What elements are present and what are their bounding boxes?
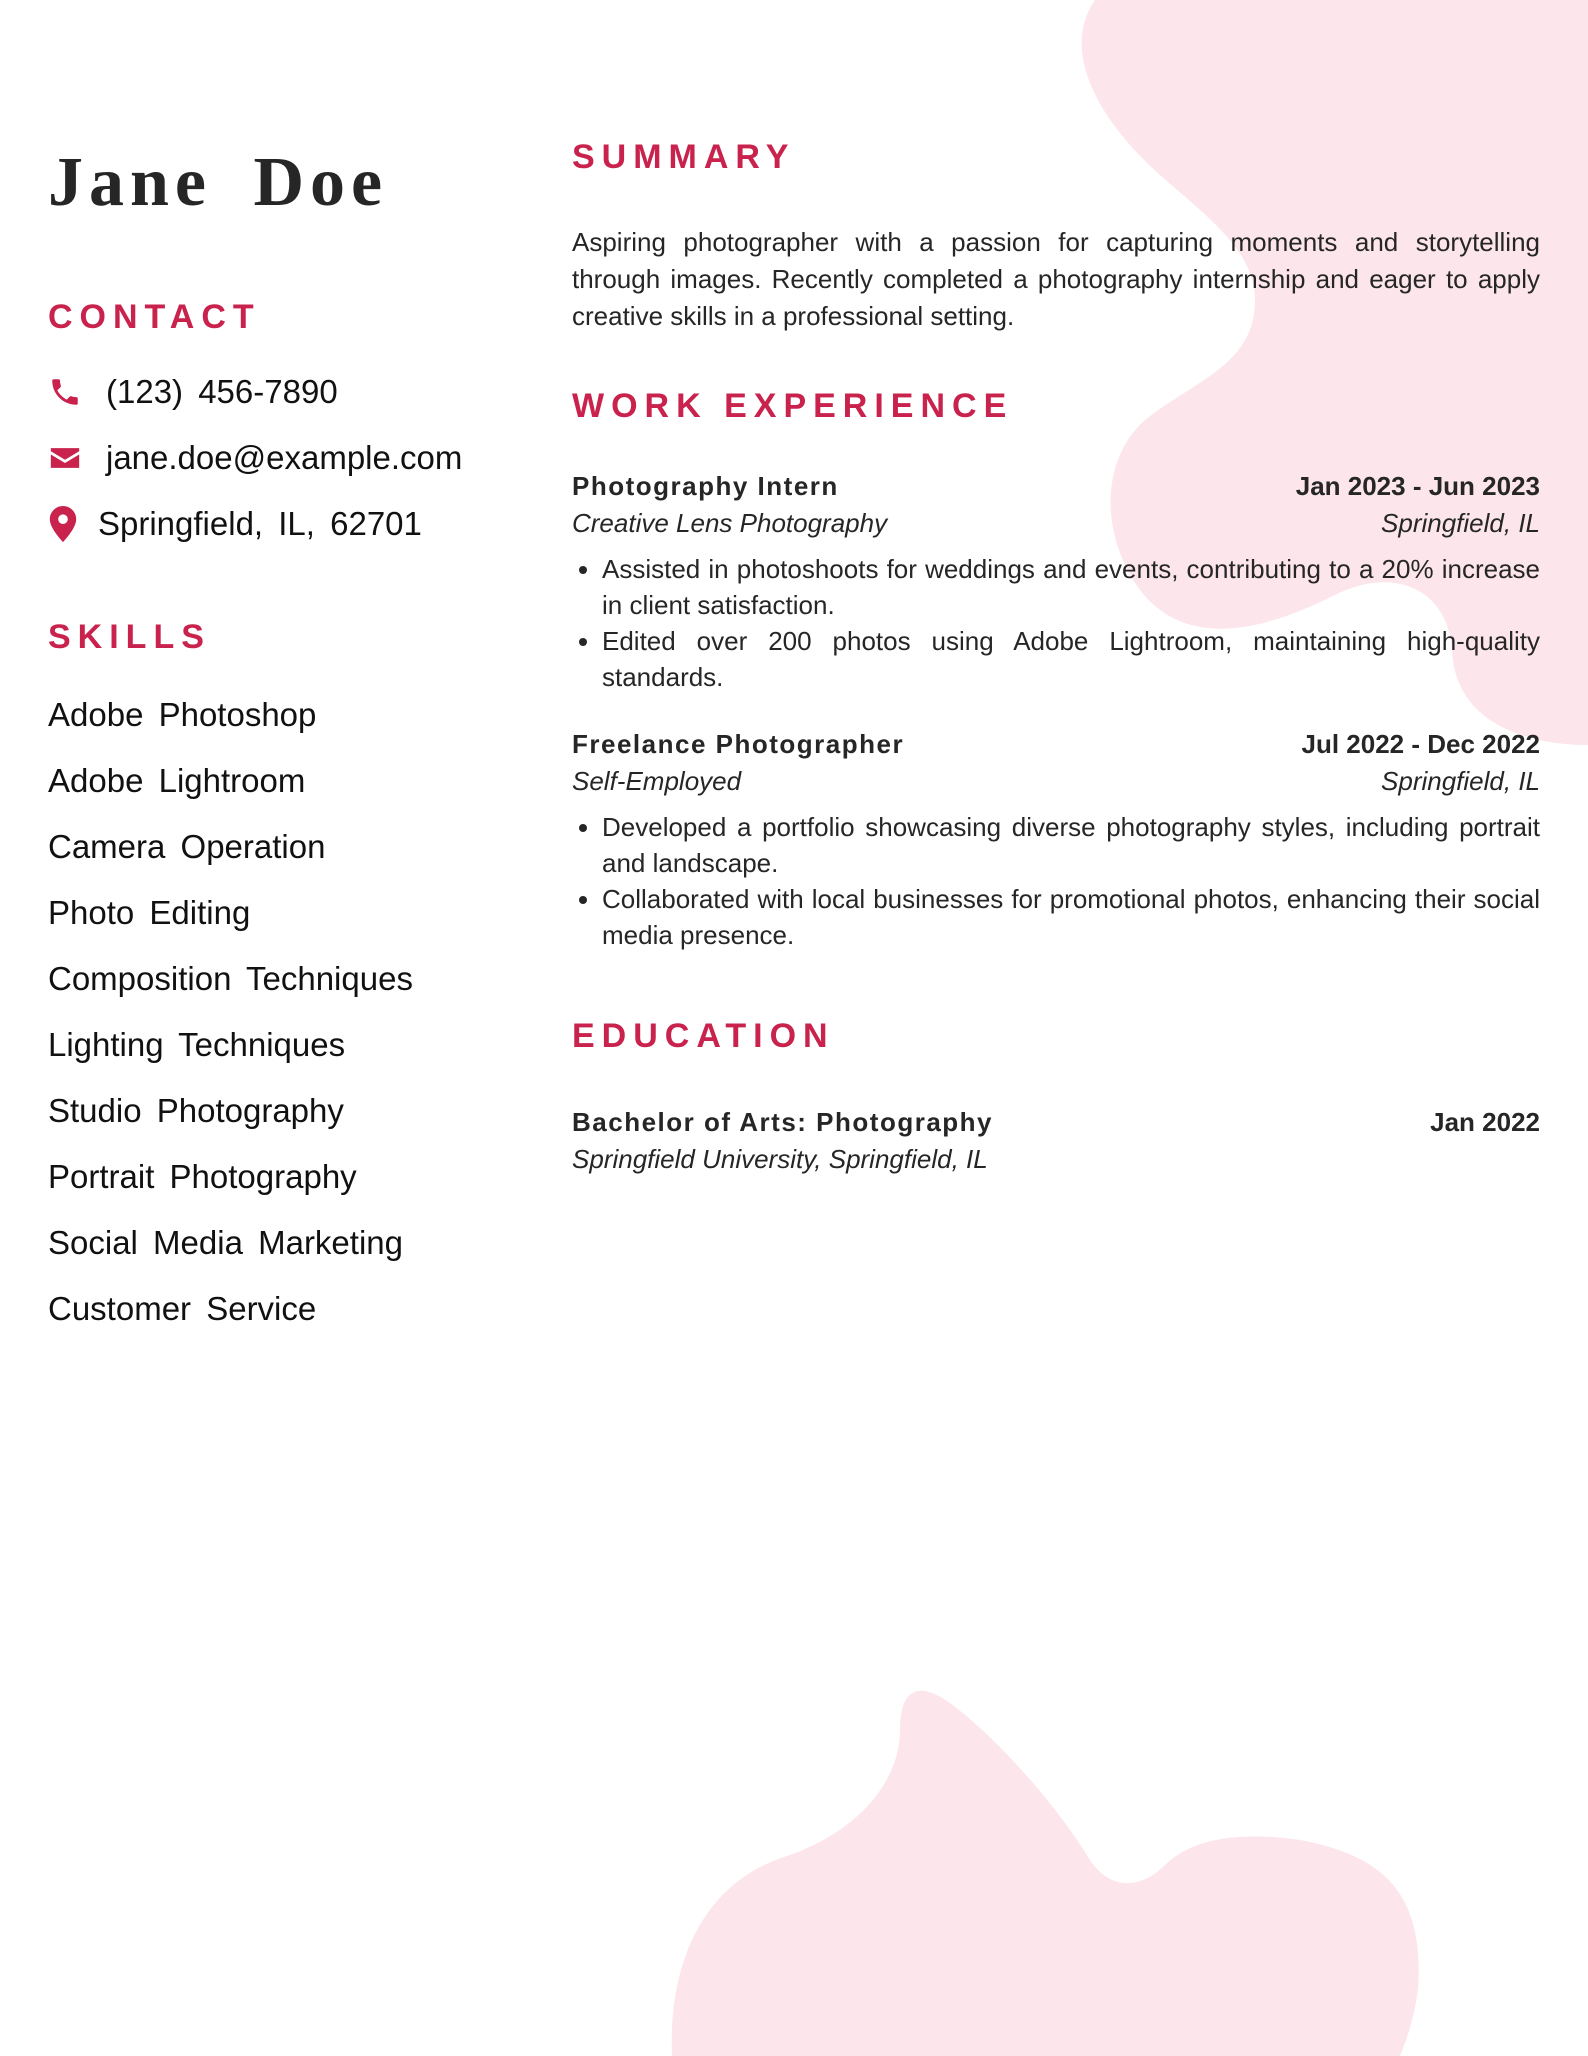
degree: Bachelor of Arts: Photography — [572, 1107, 994, 1137]
contact-heading: CONTACT — [48, 298, 261, 336]
education-heading: EDUCATION — [572, 1017, 835, 1055]
job-location: Springfield, IL — [1381, 508, 1540, 538]
job-company: Creative Lens Photography — [572, 508, 888, 538]
right-column — [572, 140, 1540, 1175]
summary-heading: SUMMARY — [572, 138, 796, 176]
skill-item: Lighting Techniques — [48, 1026, 346, 1063]
contact-list — [48, 374, 518, 542]
skill-item: Studio Photography — [48, 1092, 344, 1129]
job-location: Springfield, IL — [1381, 766, 1540, 796]
skills-heading: SKILLS — [48, 618, 211, 656]
location-text: Springfield, IL, 62701 — [98, 505, 422, 542]
work-experience-heading: WORK EXPERIENCE — [572, 387, 1014, 425]
skill-item: Photo Editing — [48, 894, 251, 931]
job-bullet: • Developed a portfolio showcasing diverse photography styles, including portrait and landscape. — [602, 809, 1540, 881]
bottom-blob — [672, 1691, 1419, 2056]
map-pin-icon — [48, 506, 88, 542]
education-entry — [572, 1107, 1540, 1175]
job-bullets — [572, 809, 1540, 953]
job-entry — [572, 729, 1540, 953]
email-address: jane.doe@example.com — [106, 439, 463, 476]
job-title: Freelance Photographer — [572, 729, 905, 759]
contact-location — [48, 506, 518, 542]
summary-text: Aspiring photographer with a passion for capturing moments and storytelling through images. Recently completed a photography internship and eager to apply creative skills in a professional setting. — [572, 227, 1540, 331]
job-bullet: • Edited over 200 photos using Adobe Lightroom, maintaining high-quality standards. — [602, 623, 1540, 695]
skill-item: Camera Operation — [48, 828, 326, 865]
job-title: Photography Intern — [572, 471, 839, 501]
phone-number: (123) 456-7890 — [106, 373, 338, 410]
job-entry — [572, 471, 1540, 695]
contact-phone — [48, 374, 518, 410]
school: Springfield University, Springfield, IL — [572, 1144, 988, 1174]
candidate-name: Jane Doe — [48, 144, 389, 221]
job-bullet: • Assisted in photoshoots for weddings and events, contributing to a 20% increase in client satisfaction. — [602, 551, 1540, 623]
left-column — [48, 140, 518, 1356]
skill-item: Customer Service — [48, 1290, 317, 1327]
skill-item: Social Media Marketing — [48, 1224, 403, 1261]
job-bullet: • Collaborated with local businesses for promotional photos, enhancing their social media presence. — [602, 881, 1540, 953]
job-dates: Jan 2023 - Jun 2023 — [1295, 471, 1540, 501]
phone-icon — [48, 375, 88, 409]
job-dates: Jul 2022 - Dec 2022 — [1301, 729, 1540, 759]
skill-item: Adobe Photoshop — [48, 696, 317, 733]
skill-item: Composition Techniques — [48, 960, 413, 997]
skill-item: Portrait Photography — [48, 1158, 357, 1195]
job-company: Self-Employed — [572, 766, 742, 796]
skill-item: Adobe Lightroom — [48, 762, 306, 799]
job-bullets — [572, 551, 1540, 695]
envelope-icon — [48, 441, 88, 475]
graduation-date: Jan 2022 — [1430, 1107, 1540, 1137]
skills-list — [48, 696, 518, 1328]
contact-email — [48, 440, 518, 476]
